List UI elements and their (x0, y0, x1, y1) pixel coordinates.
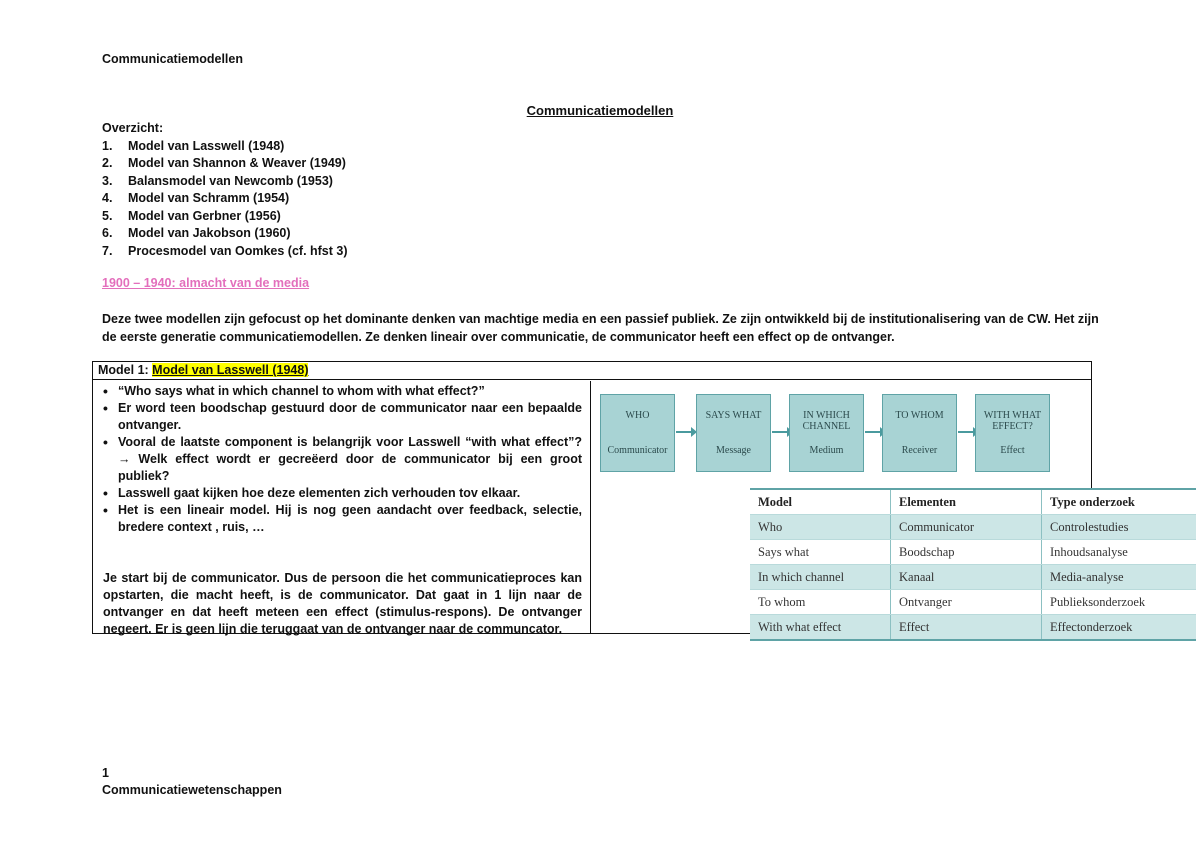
column-header: Type onderzoek (1042, 489, 1197, 515)
table-row (750, 565, 1196, 590)
overview-item (102, 138, 348, 156)
diagram-box-sub: Communicator (607, 445, 668, 456)
overview-item-text: Model van Gerbner (1956) (128, 208, 281, 223)
arrow-right-icon (676, 431, 692, 433)
table-header-row (750, 489, 1196, 515)
overview-item-number: 2. (102, 156, 113, 170)
table-cell: Kanaal (891, 565, 1042, 590)
overview-label: Overzicht: (102, 121, 164, 135)
diagram-box-who (600, 394, 675, 472)
table-cell: Media-analyse (1042, 565, 1197, 590)
overview-section (102, 120, 348, 260)
overview-item (102, 243, 348, 261)
overview-item-text: Model van Schramm (1954) (128, 191, 290, 205)
model-label-prefix: Model 1: (98, 363, 153, 377)
diagram-box-title: SAYS WHAT (705, 410, 762, 421)
model-table-header (93, 362, 1091, 380)
overview-item-text: Procesmodel van Oomkes (cf. hfst 3) (128, 243, 348, 258)
table-cell: Communicator (891, 515, 1042, 540)
table-cell: Boodschap (891, 540, 1042, 565)
overview-item-text: Balansmodel van Newcomb (1953) (128, 173, 333, 188)
table-cell: In which channel (750, 565, 891, 590)
table-row (750, 615, 1196, 641)
model-bullet: • Er word teen boodschap gestuurd door de communicator naar een bepaalde ontvanger. (103, 400, 582, 434)
model-bullet: • Vooral de laatste component is belangrijk voor Lasswell “with what effect”? → Welk effect wordt er gecreëerd door de communicator bij een groot publiek? (103, 434, 582, 485)
period-heading: 1900 – 1940: almacht van de media (102, 276, 310, 290)
model-bullet: • Het is een lineair model. Hij is nog geen aandacht over feedback, selectie, bredere context , ruis, … (103, 502, 582, 536)
table-cell: Who (750, 515, 891, 540)
arrow-right-icon (958, 431, 974, 433)
overview-item-text: Model van Shannon & Weaver (1949) (128, 156, 346, 170)
arrow-right-icon (865, 431, 881, 433)
table-cell: Inhoudsanalyse (1042, 540, 1197, 565)
overview-item-number: 4. (102, 191, 113, 205)
diagram-box-says-what (696, 394, 771, 472)
arrow-right-icon (772, 431, 788, 433)
diagram-box-title: TO WHOM (895, 410, 944, 421)
overview-list (102, 138, 348, 261)
overview-item-text: Model van Lasswell (1948) (128, 138, 285, 153)
overview-item-number: 5. (102, 208, 113, 223)
overview-item-number: 7. (102, 243, 113, 258)
table-row (750, 590, 1196, 615)
table-cell: Effect (891, 615, 1042, 641)
diagram-box-title: WITH WHAT EFFECT? (983, 410, 1042, 432)
overview-item-number: 6. (102, 226, 113, 240)
table-cell: Effectonderzoek (1042, 615, 1197, 641)
diagram-box-to-whom (882, 394, 957, 472)
diagram-box-sub: Medium (809, 445, 844, 456)
table-row (750, 540, 1196, 565)
overview-item-number: 3. (102, 173, 113, 188)
model-bullet: • Lasswell gaat kijken hoe deze elementen zich verhouden tov elkaar. (103, 485, 582, 502)
overview-item-number: 1. (102, 138, 113, 153)
page-footer: Communicatiewetenschappen (102, 783, 282, 797)
overview-item (102, 208, 348, 226)
lasswell-diagram (600, 394, 1050, 474)
overview-item (102, 190, 348, 208)
diagram-box-title: WHO (625, 410, 650, 421)
diagram-box-sub: Message (716, 445, 751, 456)
diagram-box-sub: Receiver (901, 445, 938, 456)
column-header: Model (750, 489, 891, 515)
intro-paragraph: Deze twee modellen zijn gefocust op het dominante denken van machtige media en een passief publiek. Ze zijn ontwikkeld bij de institutionalisering van de CW. Het zijn de eerste generatie communicatiemodellen. Ze denken lineair over communicatie, de communicator heeft een effect op de ontvanger. (102, 312, 1099, 344)
diagram-box-sub: Effect (1000, 445, 1025, 456)
column-header: Elementen (891, 489, 1042, 515)
overview-item-text: Model van Jakobson (1960) (128, 226, 291, 240)
overview-item (102, 173, 348, 191)
table-cell: Ontvanger (891, 590, 1042, 615)
table-cell: Publieksonderzoek (1042, 590, 1197, 615)
table-row (750, 515, 1196, 540)
diagram-box-title: IN WHICH CHANNEL (802, 410, 851, 432)
model-description-cell (93, 381, 591, 634)
document-title: Communicatiemodellen (526, 103, 674, 118)
table-cell: With what effect (750, 615, 891, 641)
page-number: 1 (102, 766, 109, 780)
table-cell: Controlestudies (1042, 515, 1197, 540)
model-bullet: • “Who says what in which channel to whom with what effect?” (103, 383, 582, 400)
overview-item (102, 155, 348, 173)
table-cell: To whom (750, 590, 891, 615)
diagram-box-channel (789, 394, 864, 472)
overview-item (102, 225, 348, 243)
diagram-box-effect (975, 394, 1050, 472)
model-bullet-list (103, 383, 582, 536)
table-cell: Says what (750, 540, 891, 565)
page-header: Communicatiemodellen (102, 52, 243, 66)
model-label-title: Model van Lasswell (1948) (152, 363, 309, 377)
elements-table (750, 488, 1196, 641)
model-conclusion: Je start bij de communicator. Dus de persoon die het communicatieproces kan opstarten, die macht heeft, is de communicator. Dat gaat in 1 lijn naar de ontvanger en dat heeft meteen een effect (stimulus-respons). De ontvanger negeert. Er is geen lijn die teruggaat van de ontvanger naar de communcator. (103, 570, 582, 636)
